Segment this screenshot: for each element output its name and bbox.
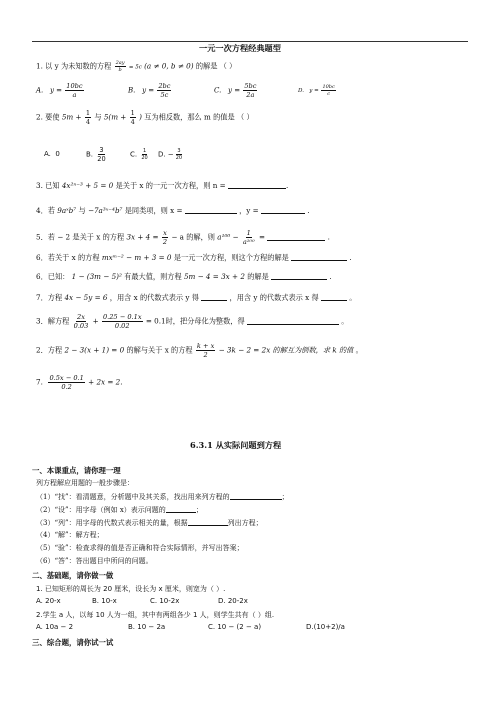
question-9: 2．方程 2 − 3(x + 1) = 0 的解与关于 x 的方程 $\frac{k + x}{2}$ − 3k − 2 = 2x 的解互为倒数，求 k 的值 。 xyxy=(36,342,363,359)
question-7: 7．方程 4x − 5y = 6 ，用含 x 的代数式表示 y 得 ，用含 y 的代数式表示 x 得 。 xyxy=(36,293,357,302)
answer-blank[interactable] xyxy=(291,252,347,261)
q2-options xyxy=(44,146,244,168)
problem-1-options xyxy=(36,597,336,607)
problem-1: 1. 已知矩形的周长为 20 厘米，设长为 x 厘米，则宽为（ ）. xyxy=(36,585,226,593)
problem-2-options xyxy=(36,623,436,633)
question-4: 4．若 9aˣb⁷ 与 −7a³ˣ⁻⁴b⁷ 是同类项，则 x = ，y = . xyxy=(36,206,310,215)
answer-blank[interactable] xyxy=(185,205,237,214)
problem-1-option-c[interactable]: C. 10-2x xyxy=(150,597,180,605)
q1-option-d[interactable]: D. y = $\frac{10bc}{c}$ xyxy=(298,84,335,97)
page-title: 一元一次方程经典题型 xyxy=(199,43,281,53)
step-4: （4）“解”：解方程； xyxy=(36,531,104,539)
answer-blank[interactable] xyxy=(261,205,305,214)
q1-options xyxy=(36,82,466,104)
question-5: 5．若 − 2 是关于 x 的方程 3x + 4 = $\frac{x}{2}$ − a 的解，则 a¹⁰⁰ − $\frac{1}{\text{a¹⁰⁰}}$ = . xyxy=(36,229,330,246)
problem-1-option-b[interactable]: B. 10-x xyxy=(92,597,117,605)
answer-blank[interactable] xyxy=(247,316,339,325)
question-6: 6．若关于 x 的方程 mxᵐ⁻² − m + 3 = 0 是一元一次方程，则这个方程的解是 . xyxy=(36,253,352,262)
answer-blank[interactable] xyxy=(166,504,196,513)
q1-fraction: $\frac{2ay}{b}$ xyxy=(115,60,125,73)
q1-equation-rhs: = 5c xyxy=(128,64,142,71)
q2-option-b[interactable]: B. $\frac{3}{20}$ xyxy=(86,146,106,163)
problem-2-option-a[interactable]: A. 10a − 2 xyxy=(36,623,74,631)
problem-2-option-d[interactable]: D.(10+2)/a xyxy=(306,623,345,631)
question-6b: 6．已知： 1 − (3m − 5)² 有最大值，则方程 5m − 4 = 3x + 2 的解是 . xyxy=(36,272,332,281)
question-8: 3．解方程 $\frac{2x}{0.03}$ + $\frac{0.25 - 0.1x}{0.02}$ = 0.1时，把分母化为整数，得 。 xyxy=(36,313,349,330)
q2-option-a[interactable]: A. 0 xyxy=(44,150,60,158)
q2-option-d[interactable]: D. − $\frac{3}{20}$ xyxy=(158,148,183,161)
q1-option-c[interactable]: C. y = $\frac{5bc}{2a}$ xyxy=(214,82,257,99)
answer-blank[interactable] xyxy=(271,271,327,280)
answer-blank[interactable] xyxy=(267,232,325,241)
q2-option-c[interactable]: C. $\frac{1}{20}$ xyxy=(130,148,148,161)
question-1 xyxy=(36,60,236,73)
step-2: （2）“设”：用字母（例如 x）表示问题的 ； xyxy=(36,506,203,514)
answer-blank[interactable] xyxy=(201,292,227,301)
problem-2-option-b[interactable]: B. 10 − 2a xyxy=(128,623,166,631)
question-2: 2. 要使 5m + $\frac{1}{4}$ 与 5(m + $\frac{1}{4}$ ) 互为相反数，那么 m 的值是 （ ） xyxy=(36,109,254,126)
q1-prefix: 1. 以 y 为未知数的方程 xyxy=(36,61,112,71)
problem-1-option-a[interactable]: A. 20-x xyxy=(36,597,61,605)
q1-option-b[interactable]: B. y = $\frac{2bc}{5c}$ xyxy=(128,82,171,99)
answer-blank[interactable] xyxy=(230,491,282,500)
top-rule xyxy=(32,41,468,42)
section-1-heading: 一、本课重点，请你理一理 xyxy=(32,466,121,475)
answer-blank[interactable] xyxy=(188,517,228,526)
step-3: （3）“列”：用字母的代数式表示相关的量，根据 列出方程； xyxy=(36,519,263,527)
problem-1-option-d[interactable]: D. 20-2x xyxy=(218,597,248,605)
step-5: （5）“验”：检查求得的值是否正确和符合实际情形，并写出答案； xyxy=(36,544,244,552)
problem-2-option-c[interactable]: C. 10 − (2 − a) xyxy=(208,623,262,631)
answer-blank[interactable] xyxy=(321,292,347,301)
section-2-heading: 二、基础题，请你做一做 xyxy=(32,571,114,580)
step-1: （1）“找”：看清题意，分析题中及其关系，找出用来列方程的 ； xyxy=(36,493,289,501)
q1-condition: (a ≠ 0, b ≠ 0) xyxy=(144,61,194,71)
q1-suffix: 的解是 （ ） xyxy=(195,61,237,71)
question-10: 7. $\frac{0.5x - 0.1}{0.2}$ + 2x = 2. xyxy=(36,374,123,391)
problem-2: 2.学生 a 人，以每 10 人为一组，其中有两组各少 1 人，则学生共有（ ）组. xyxy=(36,611,275,619)
question-3: 3. 已知 4x²ⁿ⁻³ + 5 = 0 是关于 x 的一元一次方程，则 n = . xyxy=(36,181,289,190)
section-3-heading: 三、综合题，请你试一试 xyxy=(32,638,114,647)
step-6: （6）“答”：答出题目中所问的问题。 xyxy=(36,557,153,565)
answer-blank[interactable] xyxy=(228,180,286,189)
section-title: 6.3.1 从实际问题到方程 xyxy=(190,440,282,450)
q1-option-a[interactable]: A. y = $\frac{10bc}{a}$ xyxy=(36,82,83,99)
section-1-intro: 列方程解应用题的一般步骤是： xyxy=(36,479,134,487)
